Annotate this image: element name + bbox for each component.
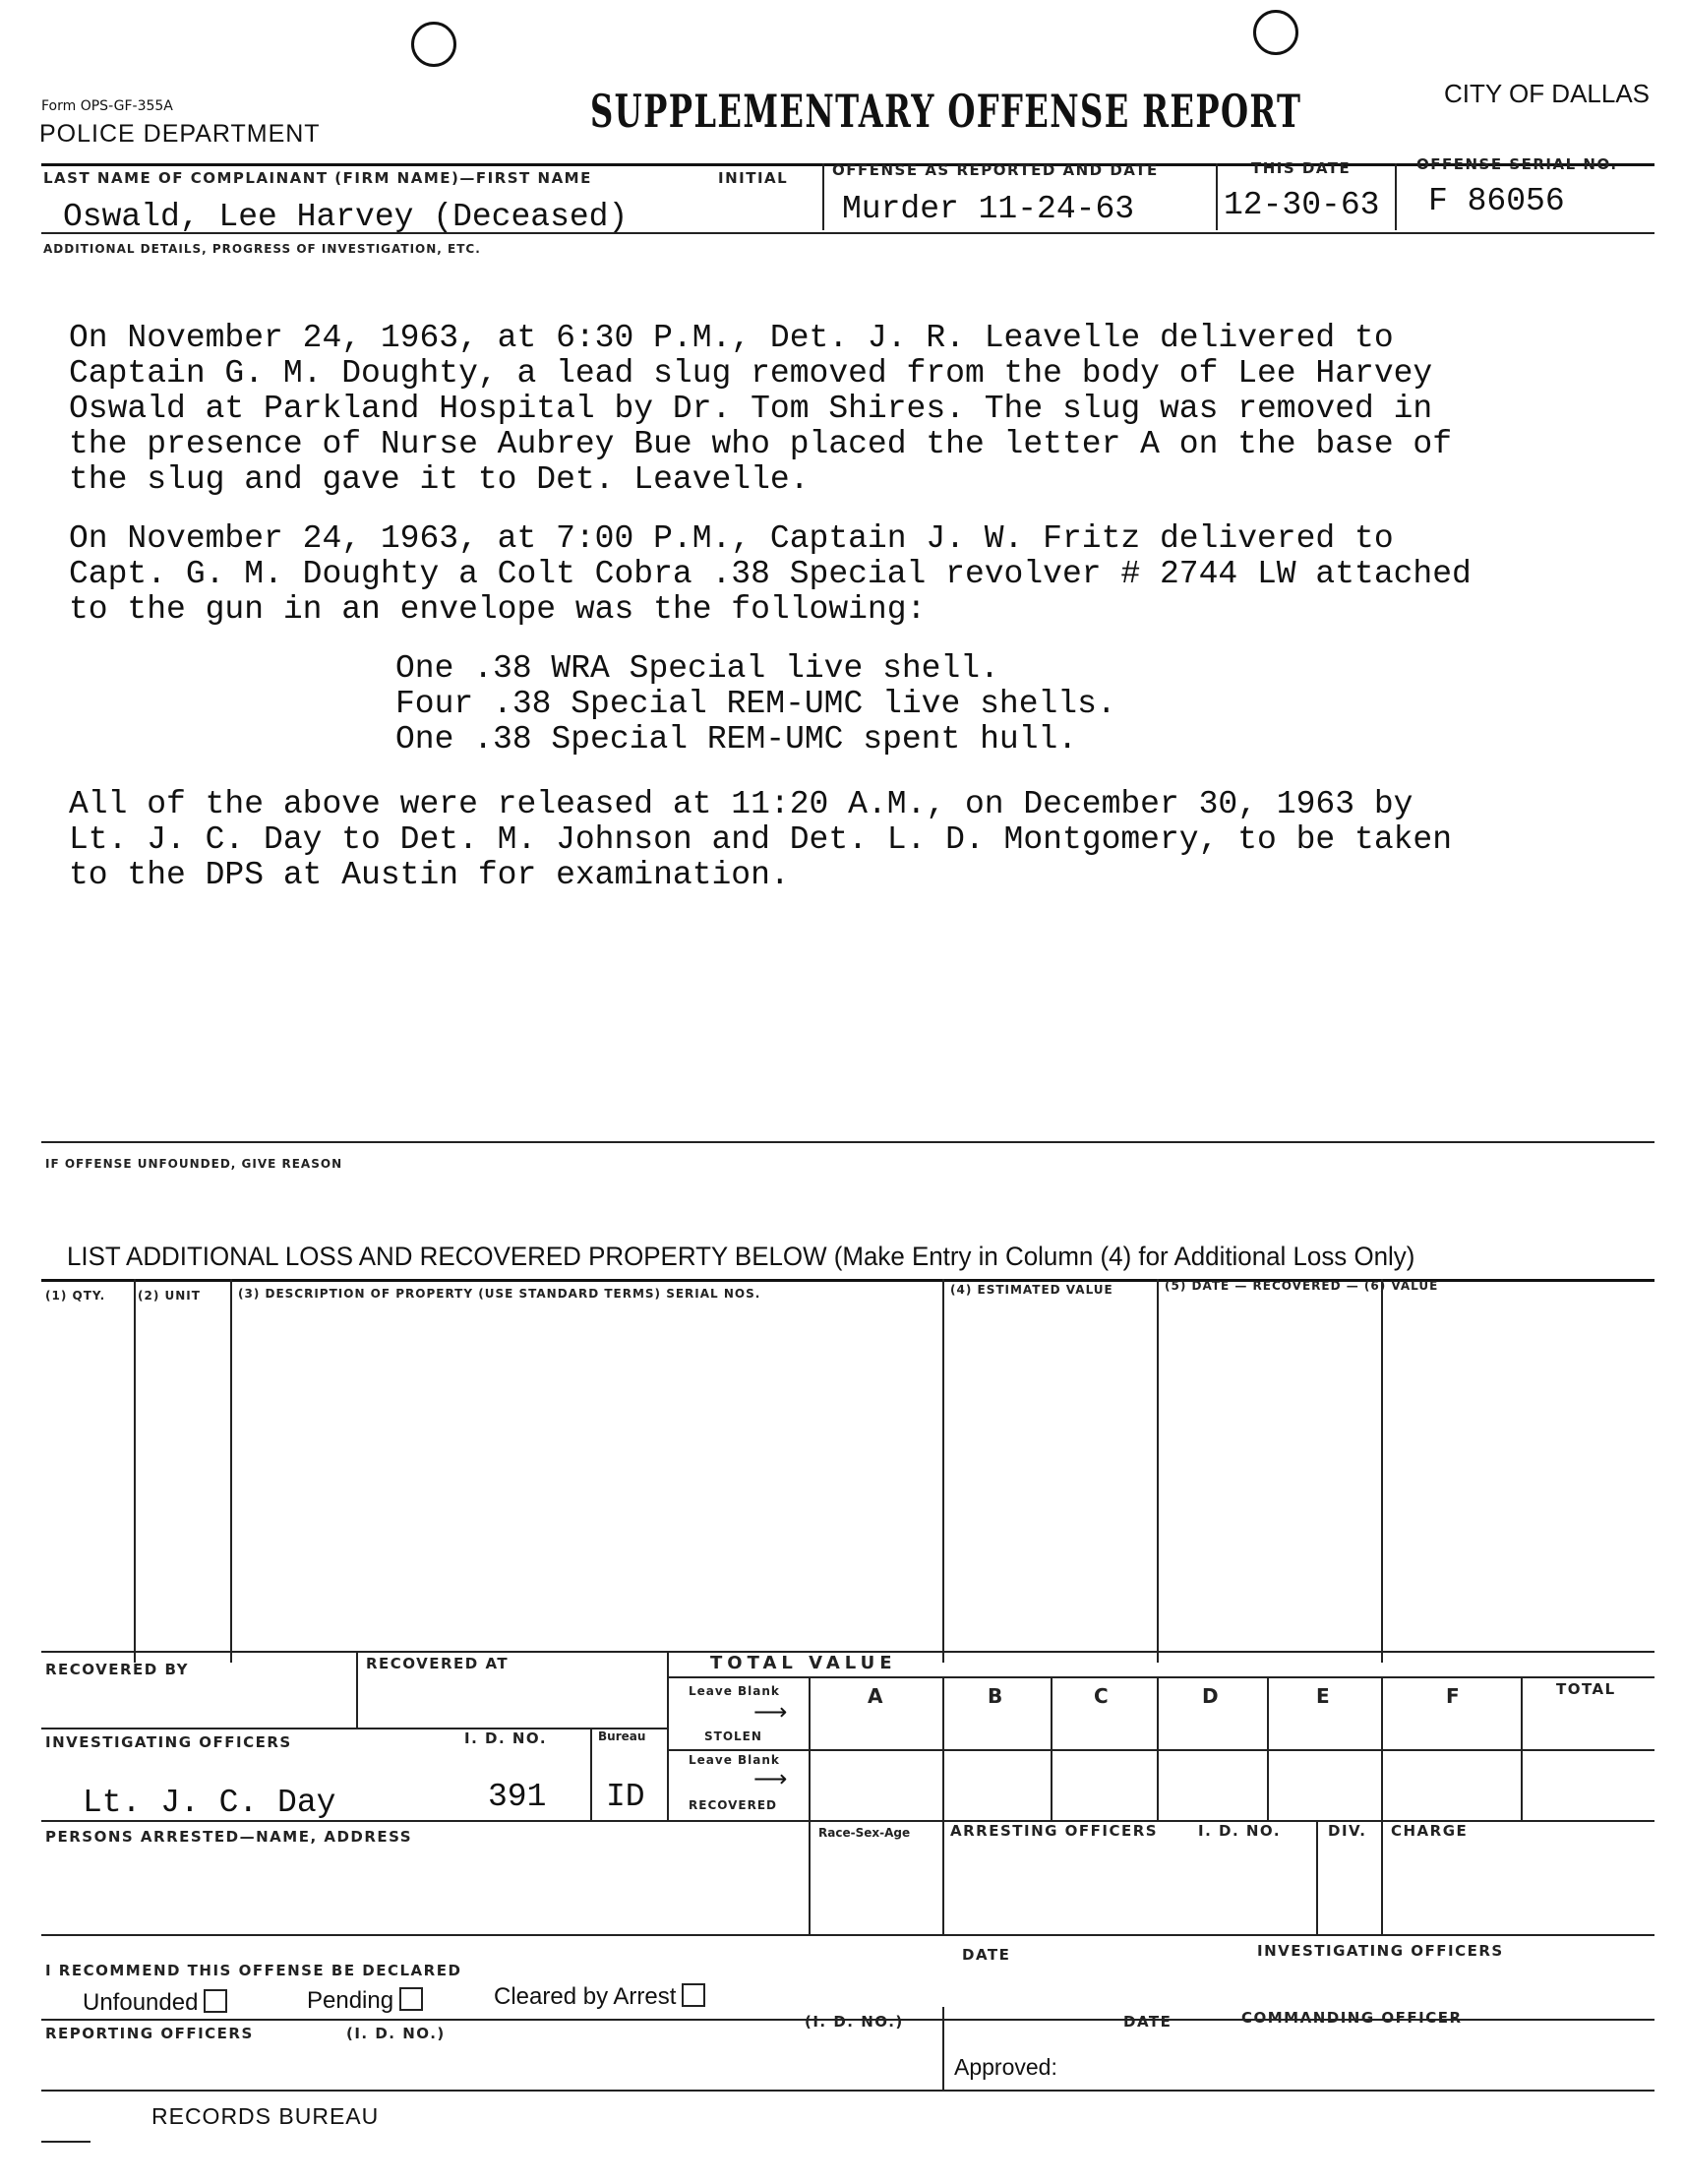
race-sex-age-label: Race-Sex-Age [818, 1826, 911, 1840]
additional-details-label: ADDITIONAL DETAILS, PROGRESS OF INVESTIGATION, ETC. [43, 242, 481, 256]
total-col-e: E [1316, 1684, 1332, 1708]
unfounded-option[interactable] [83, 1989, 227, 2017]
narrative-paragraph-1 [69, 321, 1452, 498]
total-col-divider [1267, 1676, 1269, 1820]
officer-id-label: I. D. NO. [464, 1729, 548, 1747]
total-col-d: D [1202, 1684, 1221, 1708]
commanding-officer-label: COMMANDING OFFICER [1241, 2009, 1463, 2027]
recommend-label: I RECOMMEND THIS OFFENSE BE DECLARED [45, 1962, 462, 1979]
investigating-rule [41, 1728, 667, 1729]
reporting-id-label-2: (I. D. NO.) [805, 2013, 904, 2031]
narrative-line: All of the above were released at 11:20 A.M., on December 30, 1963 by [69, 786, 1413, 822]
officer-divider [590, 1728, 592, 1820]
evidence-item: One .38 WRA Special live shell. [395, 650, 999, 687]
complainant-value: Oswald, Lee Harvey (Deceased) [63, 199, 629, 235]
officer-id: 391 [488, 1779, 547, 1815]
unfounded-label: IF OFFENSE UNFOUNDED, GIVE REASON [45, 1157, 343, 1171]
top-row-bottom-rule [41, 232, 1654, 234]
punch-hole-left [411, 22, 456, 67]
evidence-item-list [395, 651, 1116, 758]
reporting-officers-label: REPORTING OFFICERS [45, 2025, 254, 2042]
arrests-divider [1316, 1820, 1318, 1936]
property-col-divider [230, 1279, 232, 1663]
officer-bureau: ID [606, 1779, 645, 1815]
top-divider-3 [1395, 163, 1397, 230]
property-col-divider [1381, 1279, 1383, 1663]
recovered-at-label: RECOVERED AT [366, 1655, 510, 1672]
narrative-line: Lt. J. C. Day to Det. M. Johnson and Det. L. D. Montgomery, to be taken [69, 821, 1453, 858]
offense-label: OFFENSE AS REPORTED AND DATE [832, 161, 1159, 179]
investigating-officers-label: INVESTIGATING OFFICERS [45, 1733, 292, 1751]
narrative-line: the presence of Nurse Aubrey Bue who placed the letter A on the base of [69, 426, 1453, 462]
total-col-divider [1157, 1676, 1159, 1820]
narrative-line: Capt. G. M. Doughty a Colt Cobra .38 Special revolver # 2744 LW attached [69, 556, 1472, 592]
serial-label: OFFENSE SERIAL NO. [1416, 155, 1618, 173]
total-col-divider [809, 1676, 811, 1820]
recovered-label: RECOVERED [689, 1798, 778, 1812]
reporting-id-label: (I. D. NO.) [346, 2025, 446, 2042]
total-col-divider [1381, 1676, 1383, 1820]
evidence-item: Four .38 Special REM-UMC live shells. [395, 686, 1116, 722]
bureau-label: Bureau [598, 1729, 646, 1743]
records-bureau-label: RECORDS BUREAU [151, 2103, 380, 2129]
stolen-label: STOLEN [704, 1729, 762, 1743]
report-title: SUPPLEMENTARY OFFENSE REPORT [590, 85, 1302, 138]
top-divider-2 [1216, 163, 1218, 230]
top-divider-1 [822, 163, 824, 230]
reporting-date-label: DATE [1123, 2013, 1173, 2031]
pending-checkbox[interactable] [399, 1987, 423, 2011]
cleared-by-arrest-checkbox[interactable] [682, 1983, 705, 2007]
arresting-id-label: I. D. NO. [1198, 1822, 1282, 1840]
narrative-line: On November 24, 1963, at 6:30 P.M., Det. J. R. Leavelle delivered to [69, 320, 1394, 356]
arresting-officers-label: ARRESTING OFFICERS [950, 1822, 1159, 1840]
property-col-divider [942, 1279, 944, 1663]
narrative-line: the slug and gave it to Det. Leavelle. [69, 461, 810, 498]
this-date-label: THIS DATE [1251, 159, 1352, 177]
officer-name: Lt. J. C. Day [83, 1785, 336, 1821]
recovery-divider [356, 1651, 358, 1729]
city-name: CITY OF DALLAS [1444, 79, 1651, 108]
total-col-divider [942, 1676, 944, 1820]
total-col-a: A [868, 1684, 884, 1708]
col-unit-label: (2) UNIT [138, 1289, 201, 1303]
evidence-item: One .38 Special REM-UMC spent hull. [395, 721, 1078, 758]
total-col-f: F [1446, 1684, 1462, 1708]
offense-value: Murder 11-24-63 [842, 191, 1135, 227]
pending-option[interactable] [307, 1987, 423, 2015]
property-heading: LIST ADDITIONAL LOSS AND RECOVERED PROPERTY BELOW (Make Entry in Column (4) for Additional Loss Only) [67, 1242, 1415, 1271]
narrative-line: Oswald at Parkland Hospital by Dr. Tom Shires. The slug was removed in [69, 391, 1433, 427]
col-estimated-value-label: (4) ESTIMATED VALUE [950, 1283, 1113, 1297]
narrative-paragraph-3 [69, 787, 1452, 893]
property-col-divider [134, 1279, 136, 1663]
recommend-investigating-label: INVESTIGATING OFFICERS [1257, 1942, 1504, 1960]
narrative-paragraph-2 [69, 521, 1472, 628]
unfounded-checkbox[interactable] [204, 1989, 227, 2013]
serial-value: F 86056 [1428, 183, 1565, 219]
property-col-divider [1157, 1279, 1159, 1663]
charge-label: CHARGE [1391, 1822, 1469, 1840]
col-date-recovered-label: (5) DATE — RECOVERED — (6) VALUE [1165, 1279, 1439, 1293]
unfounded-rule [41, 1141, 1654, 1143]
unfounded-option-label: Unfounded [83, 1989, 199, 2016]
arrow-right-icon: ⟶ [753, 1766, 788, 1792]
footer-rule [41, 2090, 1654, 2092]
col-qty-label: (1) QTY. [45, 1289, 106, 1303]
recommend-date-label: DATE [962, 1946, 1011, 1964]
col-description-label: (3) DESCRIPTION OF PROPERTY (USE STANDARD TERMS) SERIAL NOS. [238, 1287, 761, 1301]
reporting-divider [942, 2007, 944, 2090]
footer-stub-rule [41, 2141, 90, 2143]
narrative-line: to the DPS at Austin for examination. [69, 857, 790, 893]
total-col-divider [1521, 1676, 1523, 1820]
punch-hole-right [1253, 10, 1298, 55]
total-col-divider [1051, 1676, 1052, 1820]
arrests-divider [809, 1820, 811, 1936]
this-date-value: 12-30-63 [1224, 187, 1380, 223]
pending-option-label: Pending [307, 1987, 394, 2014]
cleared-by-arrest-option[interactable] [494, 1983, 705, 2011]
total-col-total: TOTAL [1556, 1680, 1616, 1698]
div-label: DIV. [1328, 1822, 1367, 1840]
total-col-b: B [988, 1684, 1004, 1708]
approved-label: Approved: [954, 2054, 1057, 2080]
form-number: Form OPS-GF-355A [41, 98, 173, 114]
recovered-by-label: RECOVERED BY [45, 1661, 189, 1678]
arrests-divider [1381, 1820, 1383, 1936]
total-col-c: C [1094, 1684, 1111, 1708]
narrative-line: On November 24, 1963, at 7:00 P.M., Captain J. W. Fritz delivered to [69, 520, 1394, 557]
arrow-right-icon: ⟶ [753, 1699, 788, 1726]
complainant-label: LAST NAME OF COMPLAINANT (FIRM NAME)—FIRST NAME [43, 169, 592, 187]
leave-blank-label: Leave Blank [689, 1753, 780, 1767]
total-value-label: TOTAL VALUE [710, 1653, 897, 1673]
recommend-rule [41, 1934, 1654, 1936]
cleared-by-arrest-option-label: Cleared by Arrest [494, 1983, 677, 2010]
initial-label: INITIAL [718, 169, 789, 187]
leave-blank-label: Leave Blank [689, 1684, 780, 1698]
persons-arrested-label: PERSONS ARRESTED—NAME, ADDRESS [45, 1828, 413, 1846]
total-value-rule [667, 1676, 1654, 1678]
department-name: POLICE DEPARTMENT [39, 120, 321, 148]
stolen-row-rule [667, 1749, 1654, 1751]
narrative-line: Captain G. M. Doughty, a lead slug removed from the body of Lee Harvey [69, 355, 1433, 392]
narrative-line: to the gun in an envelope was the following: [69, 591, 927, 628]
arrests-divider [942, 1820, 944, 1936]
